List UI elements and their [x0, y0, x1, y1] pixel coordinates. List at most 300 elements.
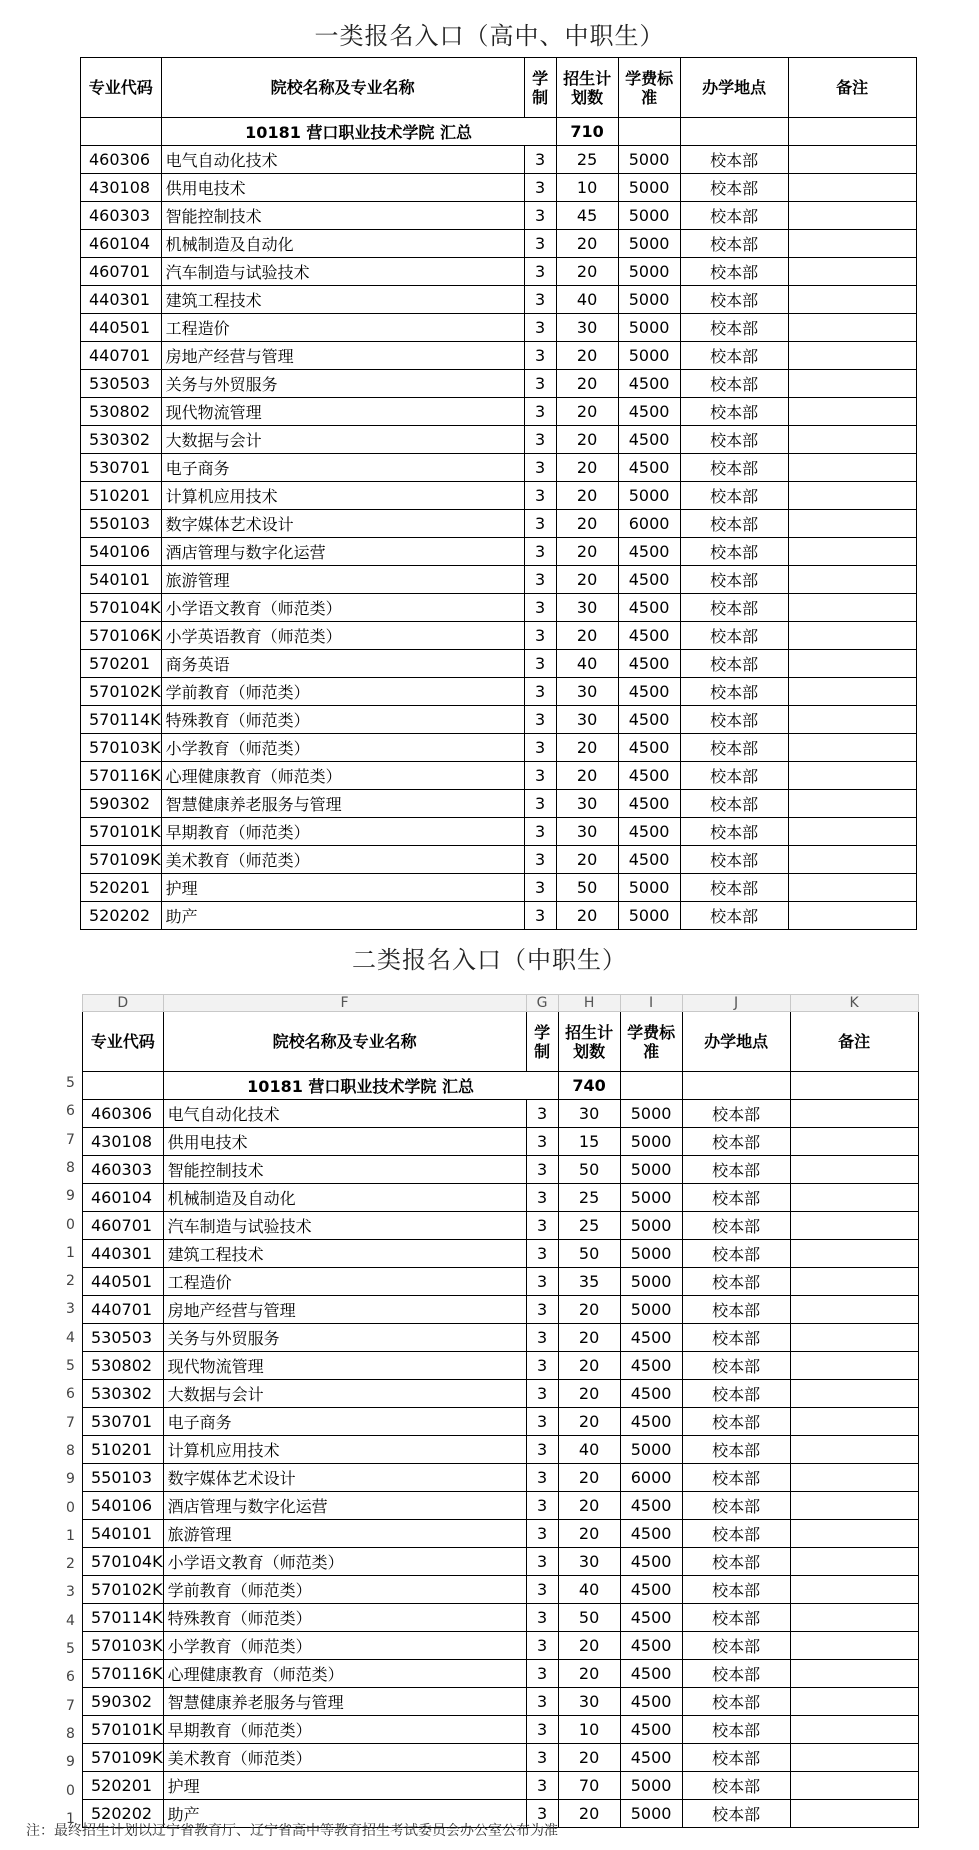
- enrollment-table-1: [80, 57, 917, 930]
- summary-row: [83, 1072, 919, 1100]
- header-plan: 招生计划数: [558, 1012, 620, 1072]
- major-code: 550103: [81, 510, 162, 538]
- duration: 3: [526, 1744, 558, 1772]
- location: 校本部: [680, 230, 788, 258]
- tuition-fee: 4500: [620, 1660, 682, 1688]
- major-code: 510201: [81, 482, 162, 510]
- tuition-fee: 4500: [620, 1604, 682, 1632]
- duration: 3: [526, 1688, 558, 1716]
- remarks: [790, 1296, 918, 1324]
- row-number[interactable]: 8: [66, 1725, 75, 1742]
- remarks: [788, 286, 916, 314]
- major-code: 590302: [83, 1688, 164, 1716]
- plan-count: 20: [558, 1352, 620, 1380]
- row-number[interactable]: 9: [66, 1754, 75, 1771]
- location: 校本部: [680, 314, 788, 342]
- table-row: [81, 370, 917, 398]
- row-number[interactable]: 5: [66, 1358, 75, 1374]
- major-name: 电子商务: [163, 1408, 526, 1436]
- major-name: 助产: [163, 1800, 526, 1828]
- table-row: [83, 1240, 919, 1268]
- table-row: [83, 1744, 919, 1772]
- row-number[interactable]: 8: [66, 1442, 75, 1459]
- header-plan: 招生计划数: [556, 58, 618, 118]
- major-code: 430108: [81, 174, 162, 202]
- major-code: 570114K: [81, 706, 162, 734]
- table-row: [81, 314, 917, 342]
- location: 校本部: [680, 706, 788, 734]
- location: 校本部: [680, 622, 788, 650]
- plan-count: 40: [556, 650, 618, 678]
- major-code: 440501: [81, 314, 162, 342]
- plan-count: 30: [558, 1688, 620, 1716]
- major-code: 440701: [81, 342, 162, 370]
- summary-total: 710: [556, 118, 618, 146]
- duration: 3: [524, 818, 556, 846]
- duration: 3: [524, 678, 556, 706]
- location: 校本部: [682, 1268, 790, 1296]
- table-row: [81, 734, 917, 762]
- major-code: 570102K: [83, 1576, 164, 1604]
- row-number[interactable]: 1: [66, 1527, 75, 1544]
- table-row: [83, 1296, 919, 1324]
- remarks: [790, 1688, 918, 1716]
- major-name: 助产: [161, 902, 524, 930]
- table-row: [83, 1492, 919, 1520]
- duration: 3: [524, 902, 556, 930]
- major-code: 570103K: [81, 734, 162, 762]
- major-name: 关务与外贸服务: [161, 370, 524, 398]
- duration: 3: [526, 1156, 558, 1184]
- major-code: 570106K: [81, 622, 162, 650]
- remarks: [790, 1240, 918, 1268]
- tuition-fee: 5000: [620, 1156, 682, 1184]
- plan-count: 20: [558, 1660, 620, 1688]
- plan-count: 10: [558, 1716, 620, 1744]
- plan-count: 40: [558, 1436, 620, 1464]
- duration: 3: [524, 202, 556, 230]
- location: 校本部: [682, 1492, 790, 1520]
- duration: 3: [526, 1492, 558, 1520]
- header-name: 院校名称及专业名称: [161, 58, 524, 118]
- header-fee: 学费标准: [620, 1012, 682, 1072]
- plan-count: 35: [558, 1268, 620, 1296]
- remarks: [788, 230, 916, 258]
- plan-count: 70: [558, 1772, 620, 1800]
- row-number[interactable]: 1: [66, 1810, 75, 1827]
- tuition-fee: 4500: [620, 1380, 682, 1408]
- duration: 3: [526, 1408, 558, 1436]
- remarks: [788, 482, 916, 510]
- summary-label: 10181 营口职业技术学院 汇总: [161, 118, 556, 146]
- tuition-fee: 4500: [618, 846, 680, 874]
- table-row: [83, 1184, 919, 1212]
- plan-count: 25: [558, 1212, 620, 1240]
- major-code: 530302: [81, 426, 162, 454]
- major-name: 机械制造及自动化: [161, 230, 524, 258]
- table-row: [83, 1352, 919, 1380]
- table-row: [81, 454, 917, 482]
- table-row: [83, 1268, 919, 1296]
- plan-count: 40: [556, 286, 618, 314]
- location: 校本部: [680, 370, 788, 398]
- location: 校本部: [682, 1716, 790, 1744]
- duration: 3: [524, 650, 556, 678]
- summary-total: 740: [558, 1072, 620, 1100]
- plan-count: 20: [558, 1324, 620, 1352]
- location: 校本部: [680, 538, 788, 566]
- major-name: 智能控制技术: [161, 202, 524, 230]
- remarks: [790, 1380, 918, 1408]
- tuition-fee: 4500: [618, 706, 680, 734]
- column-letter[interactable]: F: [163, 995, 526, 1012]
- major-name: 小学英语教育（师范类）: [161, 622, 524, 650]
- tuition-fee: 5000: [620, 1184, 682, 1212]
- tuition-fee: 4500: [618, 734, 680, 762]
- major-name: 小学语文教育（师范类）: [163, 1548, 526, 1576]
- location: 校本部: [682, 1296, 790, 1324]
- major-name: 工程造价: [163, 1268, 526, 1296]
- row-number[interactable]: 8: [66, 1159, 75, 1176]
- location: 校本部: [682, 1576, 790, 1604]
- tuition-fee: 4500: [618, 398, 680, 426]
- duration: 3: [524, 314, 556, 342]
- plan-count: 20: [558, 1464, 620, 1492]
- tuition-fee: 4500: [620, 1688, 682, 1716]
- duration: 3: [524, 482, 556, 510]
- remarks: [788, 678, 916, 706]
- remarks: [788, 818, 916, 846]
- remarks: [790, 1100, 918, 1128]
- duration: 3: [524, 258, 556, 286]
- duration: 3: [524, 370, 556, 398]
- tuition-fee: 6000: [620, 1464, 682, 1492]
- location: 校本部: [682, 1156, 790, 1184]
- column-letter[interactable]: D: [83, 995, 164, 1012]
- tuition-fee: 5000: [620, 1268, 682, 1296]
- remarks: [790, 1548, 918, 1576]
- row-number[interactable]: 5: [66, 1641, 75, 1657]
- plan-count: 20: [558, 1296, 620, 1324]
- major-code: 460303: [83, 1156, 164, 1184]
- table-row: [83, 1212, 919, 1240]
- column-letter[interactable]: H: [558, 995, 620, 1012]
- major-name: 供用电技术: [163, 1128, 526, 1156]
- plan-count: 20: [558, 1492, 620, 1520]
- major-name: 旅游管理: [163, 1520, 526, 1548]
- major-name: 特殊教育（师范类）: [163, 1604, 526, 1632]
- table-row: [83, 1576, 919, 1604]
- plan-count: 30: [556, 790, 618, 818]
- location: 校本部: [680, 902, 788, 930]
- location: 校本部: [680, 678, 788, 706]
- plan-count: 25: [558, 1184, 620, 1212]
- tuition-fee: 5000: [618, 902, 680, 930]
- location: 校本部: [680, 762, 788, 790]
- tuition-fee: 4500: [620, 1716, 682, 1744]
- major-name: 关务与外贸服务: [163, 1324, 526, 1352]
- row-number[interactable]: 0: [66, 1216, 75, 1233]
- major-code: 570201: [81, 650, 162, 678]
- major-code: 460104: [81, 230, 162, 258]
- row-number[interactable]: 0: [66, 1499, 75, 1516]
- row-number[interactable]: 6: [66, 1669, 75, 1686]
- plan-count: 20: [556, 342, 618, 370]
- duration: 3: [526, 1128, 558, 1156]
- row-number[interactable]: 6: [66, 1386, 75, 1403]
- location: 校本部: [680, 258, 788, 286]
- major-name: 供用电技术: [161, 174, 524, 202]
- major-code: 460306: [83, 1100, 164, 1128]
- plan-count: 20: [556, 482, 618, 510]
- table-row: [81, 174, 917, 202]
- table-row: [83, 1660, 919, 1688]
- plan-count: 45: [556, 202, 618, 230]
- tuition-fee: 5000: [618, 202, 680, 230]
- major-code: 430108: [83, 1128, 164, 1156]
- plan-count: 20: [556, 734, 618, 762]
- location: 校本部: [682, 1660, 790, 1688]
- major-code: 570103K: [83, 1632, 164, 1660]
- plan-count: 30: [556, 594, 618, 622]
- table-row: [83, 1716, 919, 1744]
- tuition-fee: 4500: [618, 370, 680, 398]
- table-row: [83, 1380, 919, 1408]
- major-name: 现代物流管理: [161, 398, 524, 426]
- table-row: [81, 594, 917, 622]
- major-code: 440301: [81, 286, 162, 314]
- remarks: [790, 1660, 918, 1688]
- location: 校本部: [680, 202, 788, 230]
- location: 校本部: [682, 1128, 790, 1156]
- duration: 3: [524, 762, 556, 790]
- remarks: [790, 1156, 918, 1184]
- remarks: [790, 1772, 918, 1800]
- remarks: [790, 1324, 918, 1352]
- plan-count: 20: [558, 1632, 620, 1660]
- tuition-fee: 4500: [618, 454, 680, 482]
- row-number[interactable]: 7: [66, 1697, 75, 1714]
- row-number[interactable]: 1: [66, 1244, 75, 1261]
- header-code: 专业代码: [83, 1012, 164, 1072]
- summary-label: 10181 营口职业技术学院 汇总: [163, 1072, 558, 1100]
- major-name: 护理: [163, 1772, 526, 1800]
- major-code: 570116K: [81, 762, 162, 790]
- major-name: 智慧健康养老服务与管理: [161, 790, 524, 818]
- table-row: [83, 1156, 919, 1184]
- major-name: 汽车制造与试验技术: [163, 1212, 526, 1240]
- table-row: [81, 818, 917, 846]
- tuition-fee: 5000: [618, 482, 680, 510]
- duration: 3: [524, 174, 556, 202]
- remarks: [790, 1268, 918, 1296]
- location: 校本部: [680, 790, 788, 818]
- location: 校本部: [680, 398, 788, 426]
- location: 校本部: [680, 566, 788, 594]
- plan-count: 20: [556, 762, 618, 790]
- row-number[interactable]: 9: [66, 1471, 75, 1488]
- major-code: 530302: [83, 1380, 164, 1408]
- table-row: [81, 622, 917, 650]
- plan-count: 20: [556, 258, 618, 286]
- plan-count: 20: [558, 1744, 620, 1772]
- table-row: [81, 902, 917, 930]
- tuition-fee: 4500: [620, 1352, 682, 1380]
- duration: 3: [526, 1772, 558, 1800]
- remarks: [788, 202, 916, 230]
- tuition-fee: 5000: [618, 342, 680, 370]
- remarks: [788, 398, 916, 426]
- tuition-fee: 4500: [618, 818, 680, 846]
- table-row: [81, 678, 917, 706]
- plan-count: 50: [558, 1240, 620, 1268]
- plan-count: 25: [556, 146, 618, 174]
- duration: 3: [524, 622, 556, 650]
- major-name: 工程造价: [161, 314, 524, 342]
- plan-count: 20: [558, 1408, 620, 1436]
- location: 校本部: [680, 874, 788, 902]
- remarks: [788, 846, 916, 874]
- tuition-fee: 4500: [618, 622, 680, 650]
- major-name: 建筑工程技术: [163, 1240, 526, 1268]
- table-row: [83, 1772, 919, 1800]
- row-number[interactable]: 4: [66, 1612, 75, 1629]
- remarks: [790, 1520, 918, 1548]
- row-number[interactable]: 7: [66, 1414, 75, 1431]
- tuition-fee: 4500: [618, 426, 680, 454]
- location: 校本部: [680, 426, 788, 454]
- major-name: 数字媒体艺术设计: [161, 510, 524, 538]
- location: 校本部: [682, 1100, 790, 1128]
- duration: 3: [526, 1380, 558, 1408]
- major-name: 智慧健康养老服务与管理: [163, 1688, 526, 1716]
- tuition-fee: 4500: [620, 1576, 682, 1604]
- major-code: 570116K: [83, 1660, 164, 1688]
- row-number[interactable]: 0: [66, 1782, 75, 1799]
- major-code: 520202: [83, 1800, 164, 1828]
- major-name: 早期教育（师范类）: [161, 818, 524, 846]
- plan-count: 20: [556, 230, 618, 258]
- major-code: 440701: [83, 1296, 164, 1324]
- major-code: 570109K: [81, 846, 162, 874]
- plan-count: 50: [558, 1156, 620, 1184]
- row-number[interactable]: 4: [66, 1329, 75, 1346]
- major-name: 电气自动化技术: [163, 1100, 526, 1128]
- remarks: [788, 454, 916, 482]
- table-row: [83, 1436, 919, 1464]
- header-location: 办学地点: [680, 58, 788, 118]
- remarks: [788, 706, 916, 734]
- remarks: [788, 790, 916, 818]
- location: 校本部: [682, 1408, 790, 1436]
- row-number[interactable]: 3: [66, 1301, 75, 1318]
- remarks: [788, 426, 916, 454]
- major-code: 440301: [83, 1240, 164, 1268]
- table-row: [81, 146, 917, 174]
- major-name: 美术教育（师范类）: [163, 1744, 526, 1772]
- column-letter[interactable]: J: [682, 995, 790, 1012]
- location: 校本部: [680, 594, 788, 622]
- row-number[interactable]: 5: [66, 1075, 75, 1091]
- remarks: [790, 1716, 918, 1744]
- location: 校本部: [680, 174, 788, 202]
- major-name: 学前教育（师范类）: [163, 1576, 526, 1604]
- duration: 3: [526, 1296, 558, 1324]
- row-number[interactable]: 2: [66, 1556, 75, 1573]
- plan-count: 20: [556, 538, 618, 566]
- duration: 3: [524, 426, 556, 454]
- table-row: [81, 202, 917, 230]
- table-row: [83, 1408, 919, 1436]
- row-number[interactable]: 2: [66, 1273, 75, 1290]
- tuition-fee: 4500: [618, 678, 680, 706]
- location: 校本部: [682, 1772, 790, 1800]
- duration: 3: [524, 146, 556, 174]
- table-row: [81, 790, 917, 818]
- major-code: 520202: [81, 902, 162, 930]
- major-name: 小学教育（师范类）: [163, 1632, 526, 1660]
- duration: 3: [524, 342, 556, 370]
- header-name: 院校名称及专业名称: [163, 1012, 526, 1072]
- header-fee: 学费标准: [618, 58, 680, 118]
- row-number[interactable]: 6: [66, 1103, 75, 1120]
- duration: 3: [526, 1240, 558, 1268]
- table-row: [81, 538, 917, 566]
- major-code: 530701: [83, 1408, 164, 1436]
- column-letter[interactable]: G: [526, 995, 558, 1012]
- table-row: [81, 342, 917, 370]
- major-code: 530701: [81, 454, 162, 482]
- major-name: 电气自动化技术: [161, 146, 524, 174]
- duration: 3: [526, 1100, 558, 1128]
- row-number[interactable]: 3: [66, 1584, 75, 1601]
- major-name: 酒店管理与数字化运营: [161, 538, 524, 566]
- remarks: [790, 1212, 918, 1240]
- tuition-fee: 5000: [620, 1436, 682, 1464]
- table-row: [83, 1100, 919, 1128]
- location: 校本部: [680, 454, 788, 482]
- tuition-fee: 5000: [618, 174, 680, 202]
- major-name: 特殊教育（师范类）: [161, 706, 524, 734]
- major-code: 530802: [83, 1352, 164, 1380]
- location: 校本部: [680, 818, 788, 846]
- location: 校本部: [680, 510, 788, 538]
- table-row: [83, 1324, 919, 1352]
- major-code: 540106: [83, 1492, 164, 1520]
- remarks: [788, 594, 916, 622]
- column-letter[interactable]: K: [790, 995, 918, 1012]
- table-row: [83, 1520, 919, 1548]
- column-letter[interactable]: I: [620, 995, 682, 1012]
- duration: 3: [526, 1436, 558, 1464]
- duration: 3: [524, 286, 556, 314]
- tuition-fee: 5000: [620, 1772, 682, 1800]
- major-name: 护理: [161, 874, 524, 902]
- row-number[interactable]: 7: [66, 1131, 75, 1148]
- duration: 3: [524, 398, 556, 426]
- table-row: [83, 1688, 919, 1716]
- tuition-fee: 5000: [618, 146, 680, 174]
- tuition-fee: 4500: [620, 1408, 682, 1436]
- table-row: [81, 706, 917, 734]
- location: 校本部: [680, 846, 788, 874]
- major-code: 520201: [81, 874, 162, 902]
- major-code: 570104K: [83, 1548, 164, 1576]
- plan-count: 30: [558, 1548, 620, 1576]
- row-number[interactable]: 9: [66, 1188, 75, 1205]
- major-code: 460701: [83, 1212, 164, 1240]
- major-name: 美术教育（师范类）: [161, 846, 524, 874]
